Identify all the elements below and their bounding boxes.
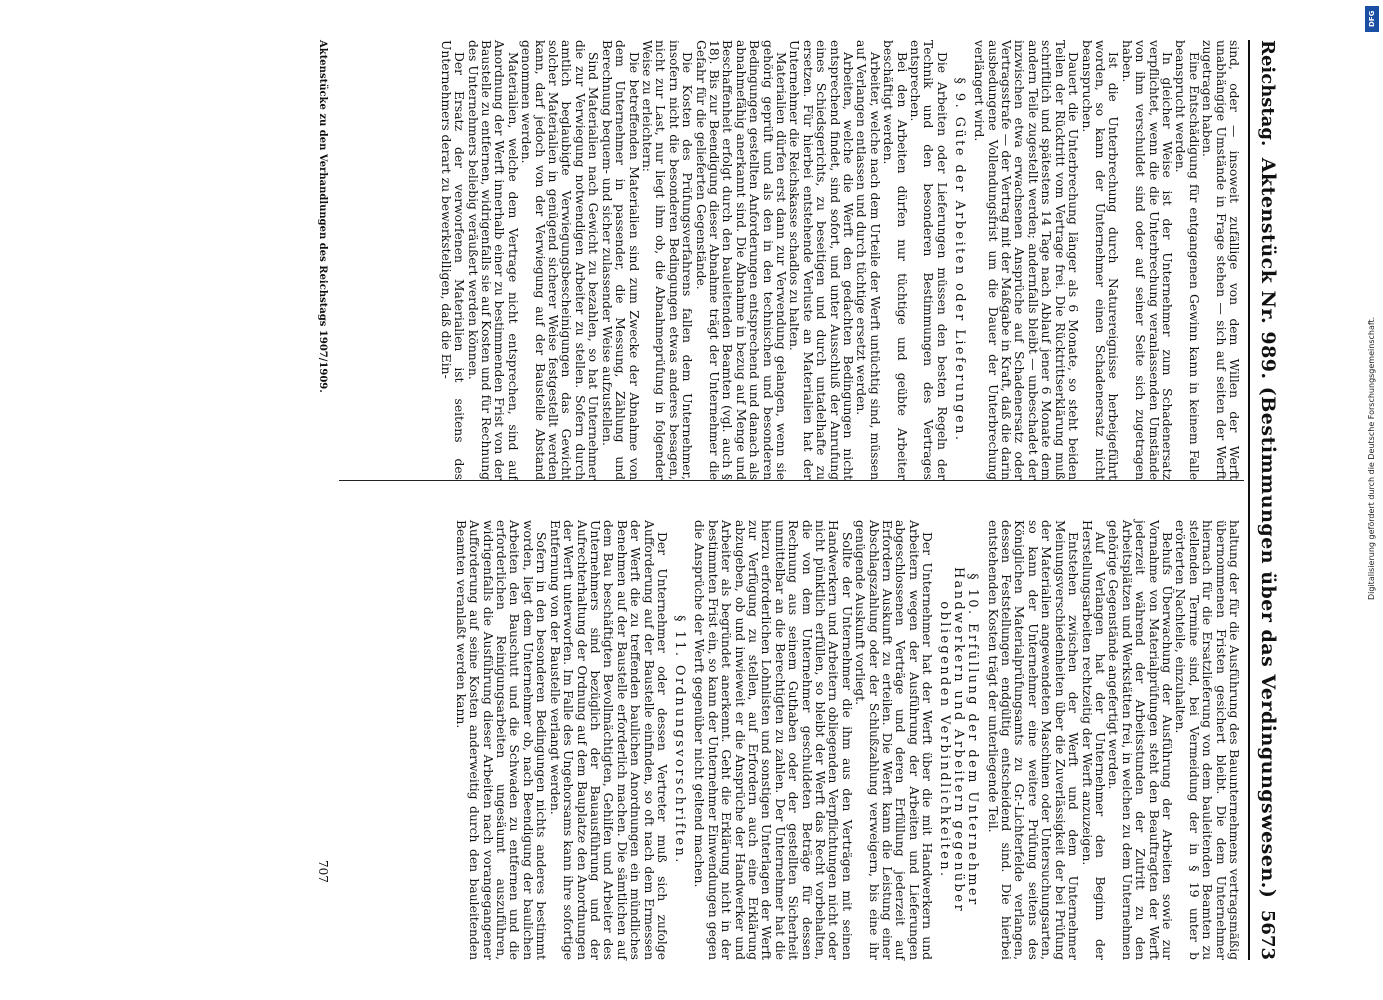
paragraph: Materialien dürfen erst dann zur Verwendung gelangen, wenn sie gehörig geprüft und als den in den technischen und besonderen Bedingungen gestellten Anforderungen entsprechend und danach als abnahmefähig anerkannt sind. Die Abnahme in bezug auf Menge und Beschaffenheit erfolgt durch den bauleitenden Beamten (vgl. auch § 18). Bis zur Beendigung dieser Abnahme trägt der Unternehmer die Gefahr für die gelieferten Gegenstände. [693,40,788,480]
section-heading: § 11. Ordnungsvorschriften. [671,615,687,865]
header-rule [1248,40,1250,960]
header-page-number: 5673 [1257,909,1279,960]
dfg-sidebar [1361,0,1383,1000]
page-header [1256,40,1280,960]
paragraph: Auf Verlangen hat der Unternehmer den Beginn der Herstellungsarbeiten rechtzeitig der Werft anzuzeigen. [1079,520,1107,960]
paragraph: In gleicher Weise ist der Unternehmer zum Schadenersatz verpflichtet, wenn die die Unterbrechung veranlassenden Umstände von ihm verschuldet sind oder auf seiner Seite sich zugetragen haben. [1119,40,1174,480]
paragraph: Ist die Unterbrechung durch Naturereignisse herbeigeführt worden, so kann der Unternehmer einen Schadenersatz nicht beanspruchen. [1079,40,1121,480]
paragraph: Der Unternehmer hat der Werft über die mit Handwerkern und Arbeitern wegen der Ausführung der Arbeiten und Lieferungen abgeschlossenen Verträge und deren Erfüllung jederzeit auf Erfordern Auskunft zu erteilen. Die Werft kann die Leistung einer Abschlagszahlung oder der Schlußzahlung verweigern, bis eine ihr genügende Auskunft vorliegt. [853,520,935,960]
paragraph: Die betreffenden Materialien sind zum Zwecke der Abnahme von dem Unternehmer in passender, die Messung, Zählung und Berechnung bequem- und sicher zulassender Weise aufzustellen. [599,40,641,480]
footer-page-number: 707 [316,860,330,883]
paragraph: Arbeiten, welche die Werft den gedachten Bedingungen nicht entsprechend findet, sind sofort, und unter Ausschluß der Anrufung eines Schiedsgerichts, zu beseitigen und durch untadelhafte zu ersetzen. Für hierbei entstehende Verluste an Materialien hat der Unternehmer die Reichskasse schadlos zu halten. [787,40,856,480]
paragraph: Der Ersatz der verworfenen Materialien ist seitens des Unternehmers derart zu bewerkstelligen, daß die Ein- [438,40,467,480]
left-column [438,40,1240,480]
paragraph: sind, oder — insoweit zufällige von dem Willen der Werft unabhängige Umstände in Frage stehen — sich auf seiten der Werft zugetragen haben. [1200,40,1241,480]
paragraph: Arbeiter, welche nach dem Urteile der Werft untüchtig sind, müssen auf Verlangen entlassen und durch tüchtige ersetzt werden. [854,40,882,480]
right-column [453,520,1240,960]
header-left: Reichstag. [1257,40,1279,147]
header-title: Aktenstück Nr. 989. (Bestimmungen über das Verdingungswesen.) [1257,157,1279,899]
paragraph: Dauert die Unterbrechung länger als 6 Monate, so steht beiden Teilen der Rücktritt vom Vertrage frei. Die Rücktrittserklärung muß schriftlich und spätestens 14 Tage nach Ablauf jener 6 Monate dem andern Teile zugestellt werden; andernfalls bleibt — unbeschadet der inzwischen etwa erwachsenen Ansprüche auf Schadenersatz oder Vertragsstrafe — der Vertrag mit der Maßgabe in Kraft, daß die darin ausbedungene Vollendungsfrist um die Dauer der Unterbrechung verlängert wird. [972,40,1081,480]
footer-source: Aktenstücke zu den Verhandlungen des Reichstags 1907/1909. [317,40,328,393]
paragraph: Sofern in den besonderen Bedingungen nichts anderes bestimmt worden, liegt dem Unternehmer ob, nach Beendigung der baulichen Arbeiten den Bauschutt und die Schwaden zu entfernen und die erforderlichen Reinigungsarbeiten ungesäumt auszuführen, widrigenfalls die Ausführung dieser Arbeiten nach vorangegangener Aufforderung auf seine Kosten anderweitig durch den bauleitenden Beamten veranlaßt werden kann. [453,520,549,960]
paragraph: Die Kosten des Prüfungsverfahrens fallen dem Unternehmer, insofern nicht die besonderen Bedingungen etwas anderes besagen, nicht zur Last, nur liegt ihm ob, die Abnahmeprüfung in folgender Weise zu erleichtern: [639,40,695,480]
paragraph: Sollte der Unternehmer die ihm aus den Verträgen mit seinen Handwerkern und Arbeitern obliegenden Verpflichtungen nicht oder nicht pünktlich erfüllen, so bleibt der Werft das Recht vorbehalten, die von dem Unternehmer geschuldeten Beträge für dessen Rechnung aus seinem Guthaben oder der gestellten Sicherheit unmittelbar an die Berechtigten zu zahlen. Der Unternehmer hat die hierzu erforderlichen Lohnlisten und sonstigen Unterlagen der Werft zur Verfügung zu stellen, auf Erfordern auch eine Erklärung abzugeben, ob und inwieweit er die Ansprüche der Handwerker und Arbeiter als begründet anerkennt. Geht die Erklärung nicht in der bestimmten Frist ein, so kann der Unternehmer Einwendungen gegen die Ansprüche der Werft gegenüber nicht geltend machen. [692,520,854,960]
paragraph: Behufs Überwachung der Ausführung der Arbeiten sowie zur Vornahme von Materialprüfungen steht den Beauftragten der Werft jederzeit während der Arbeitsstunden der Zutritt zu den Arbeitsplätzen und Werkstätten frei, in welchen zu dem Unternehmen gehörige Gegenstände angefertigt werden. [1106,520,1174,960]
dfg-credit-text: Digitalisierung gefördert durch die Deutsche Forschungsgemeinschaft. [1367,316,1376,600]
paragraph: Eine Entschädigung für entgangenen Gewinn kann in keinem Falle beansprucht werden. [1173,40,1201,480]
paragraph: Entstehen zwischen der Werft und dem Unternehmer Meinungsverschiedenheiten über die Zuverlässigkeit der bei Prüfung der Materialien angewendeten Maschinen oder Untersuchungsarten, so kann der Unternehmer eine weitere Prüfung seitens des Königlichen Materialprüfungsamts zu Gr.-Lichterfelde verlangen, dessen Feststellungen endgültig entscheidend sind. Die hierbei entstehenden Kosten trägt der unterliegende Teil. [985,520,1081,960]
paragraph: Die Arbeiten oder Lieferungen müssen den besten Regeln der Technik und den besonderen Bestimmungen des Vertrages entsprechen. [908,40,949,480]
section-heading: § 10. Erfüllung der dem Unternehmer Handwerkern und Arbeitern gegenüber obliegenden Verbindlichkeiten. [937,566,981,914]
paragraph: Der Unternehmer oder dessen Vertreter muß sich zufolge Aufforderung auf der Baustelle einfinden, so oft nach dem Ermessen der Werft die zu treffenden baulichen Anordnungen ein mündliches Benehmen auf der Baustelle erforderlich machen. Die sämtlichen auf dem Bau beschäftigten Bevollmächtigten, Gehilfen und Arbeiter des Unternehmers sind bezüglich der Bauausführung und der Aufrechterhaltung der Ordnung auf dem Bauplatze den Anordnungen der Werft unterworfen. Im Falle des Ungehorsams kann ihre sofortige Entfernung von der Baustelle verlangt werden. [547,520,669,960]
paragraph: Sind Materialien nach Gewicht zu bezahlen, so hat Unternehmer die zur Verwiegung notwendigen Arbeiter zu stellen. Sofern durch amtlich beglaubigte Verwiegungsbescheinigungen das Gewicht solcher Materialien in genügend sicherer Weise festgestellt werden kann, darf jedoch von der Verwiegung auf der Baustelle Abstand genommen werden. [519,40,601,480]
dfg-logo: DFG [1365,6,1379,32]
paragraph: Materialien, welche dem Vertrage nicht entsprechen, sind auf Anordnung der Werft innerhalb einer zu bestimmenden Frist von der Baustelle zu entfernen, widrigenfalls sie auf Kosten und für Rechnung des Unternehmers beliebig veräußert werden können. [465,40,520,480]
section-heading: § 9. Güte der Arbeiten oder Lieferungen. [951,77,967,443]
paragraph: Bei den Arbeiten dürfen nur tüchtige und geübte Arbeiter beschäftigt werden. [881,40,909,480]
paragraph: haltung der für die Ausführung des Bauunternehmens vertragsmäßig übernommenen Fristen gesichert bleibt. Die dem Unternehmer hiernach für die Ersatzlieferung von dem bauleitenden Beamten zu stellenden Termine sind, bei Vermeidung der in § 19 unter b erörterten Nachteile, einzuhalten. [1173,520,1241,960]
column-divider [339,480,1244,481]
